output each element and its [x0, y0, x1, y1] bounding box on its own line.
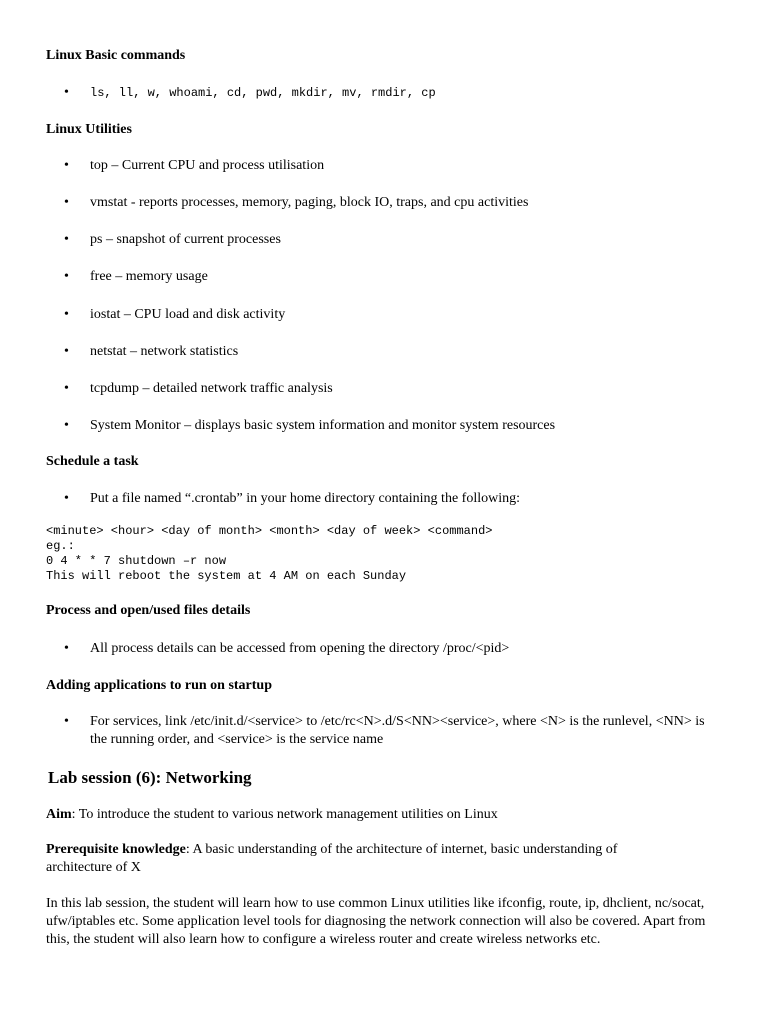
utility-item-ps: ps – snapshot of current processes [90, 232, 281, 247]
utility-item-netstat: netstat – network statistics [90, 344, 239, 359]
list-item [64, 194, 728, 212]
crontab-code-line-1: <minute> <hour> <day of month> <month> <day of week> <command> [46, 524, 493, 538]
lab-prerequisite [46, 841, 686, 877]
bullet-icon: • [64, 344, 69, 359]
list-item [64, 380, 728, 398]
lab-intro-paragraph: In this lab session, the student will learn how to use common Linux utilities like ifconfig, route, ip, dhclient, nc/socat, ufw/iptables etc. Some application level tools for diagnosing the network connection will also be covered. Apart from this, the student will also learn how to configure a wireless router and create wireless networks etc. [46, 896, 706, 947]
lab-aim [46, 806, 726, 824]
bullet-icon: • [64, 418, 69, 433]
bullet-icon: • [64, 491, 69, 506]
list-item [64, 343, 728, 361]
bullet-icon: • [64, 195, 69, 210]
utility-item-top: top – Current CPU and process utilisation [90, 158, 325, 173]
list-item [64, 84, 728, 102]
section-heading-startup: Adding applications to run on startup [46, 678, 273, 693]
schedule-instruction: Put a file named “.crontab” in your home directory containing the following: [90, 491, 520, 506]
section-heading-basic-commands: Linux Basic commands [46, 48, 186, 63]
utility-item-tcpdump: tcpdump – detailed network traffic analysis [90, 381, 333, 396]
list-item [64, 231, 728, 249]
list-item [64, 490, 728, 508]
crontab-code-line-3: 0 4 * * 7 shutdown –r now [46, 554, 227, 568]
prerequisite-text: : A basic understanding of the architecture of internet, basic understanding of architecture of X [46, 842, 618, 875]
crontab-code-line-4: This will reboot the system at 4 AM on each Sunday [46, 569, 407, 583]
startup-services-text: For services, link /etc/init.d/<service> to /etc/rc<N>.d/S<NN><service>, where <N> is the runlevel, <NN> is the running order, and <service> is the service name [90, 714, 705, 747]
bullet-icon: • [64, 641, 69, 656]
list-item [64, 157, 728, 175]
section-heading-process-files: Process and open/used files details [46, 603, 251, 618]
bullet-icon: • [64, 85, 69, 100]
list-item [64, 640, 728, 658]
crontab-code-line-2: eg.: [46, 539, 75, 553]
bullet-icon: • [64, 158, 69, 173]
bullet-icon: • [64, 269, 69, 284]
utility-item-system-monitor: System Monitor – displays basic system information and monitor system resources [90, 418, 556, 433]
list-item [64, 268, 728, 286]
basic-commands-list: ls, ll, w, whoami, cd, pwd, mkdir, mv, rmdir, cp [90, 86, 436, 100]
bullet-icon: • [64, 307, 69, 322]
lab-session-title: Lab session (6): Networking [48, 768, 252, 787]
utility-item-vmstat: vmstat - reports processes, memory, paging, block IO, traps, and cpu activities [90, 195, 529, 210]
aim-label: Aim [46, 807, 72, 822]
bullet-icon: • [64, 232, 69, 247]
bullet-icon: • [64, 714, 69, 729]
list-item [64, 713, 712, 749]
aim-text: : To introduce the student to various network management utilities on Linux [71, 807, 498, 822]
prerequisite-label: Prerequisite knowledge [46, 842, 186, 857]
utility-item-iostat: iostat – CPU load and disk activity [90, 307, 286, 322]
utility-item-free: free – memory usage [90, 269, 208, 284]
section-heading-schedule: Schedule a task [46, 454, 139, 469]
section-heading-utilities: Linux Utilities [46, 122, 132, 137]
list-item [64, 306, 728, 324]
list-item [64, 417, 728, 435]
process-details-text: All process details can be accessed from opening the directory /proc/<pid> [90, 641, 510, 656]
bullet-icon: • [64, 381, 69, 396]
